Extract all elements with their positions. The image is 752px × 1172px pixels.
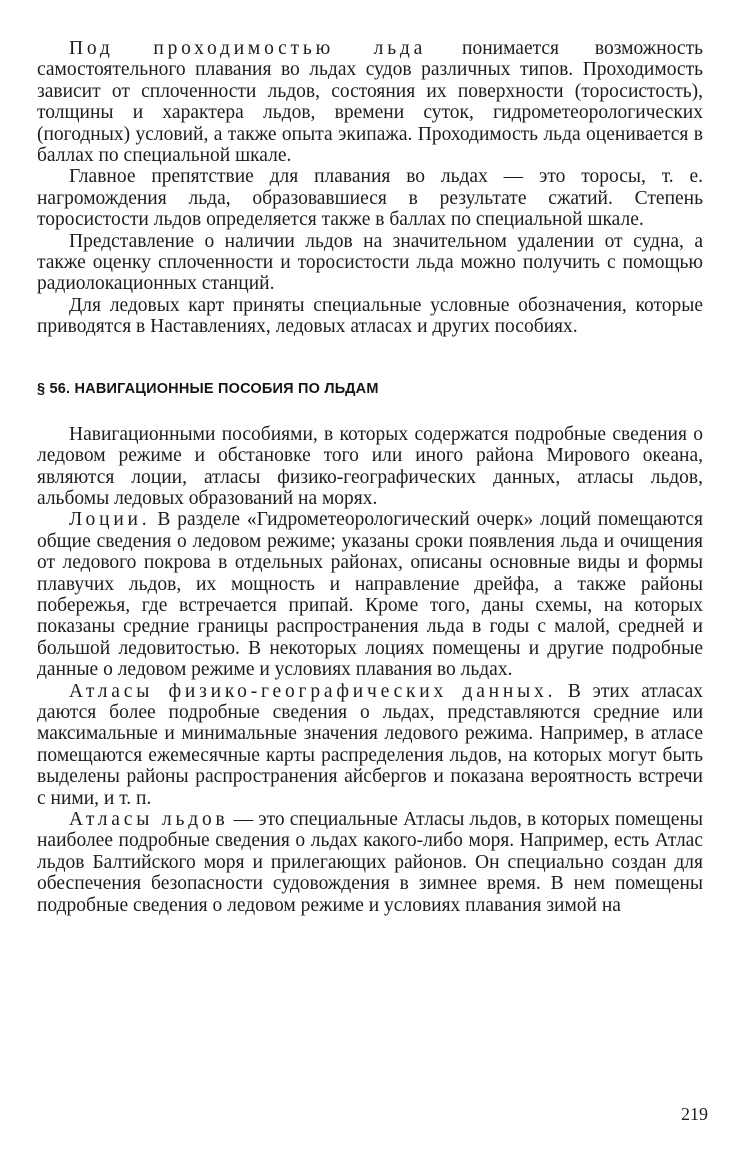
spaced-term: Атласы физико-географических данных. <box>69 680 557 702</box>
paragraph-navigation-aids <box>37 424 703 510</box>
page-number: 219 <box>681 1104 708 1124</box>
paragraph-text: Главное препятствие для плавания во льдах — это торосы, т. е. нагромождения льда, образовавшиеся в результате сжатий. Степень торосистости льдов определяется также в баллах по специальной шкале. <box>37 166 703 231</box>
paragraph-ice-atlases <box>37 809 703 916</box>
paragraph-ice-charts <box>37 295 703 338</box>
paragraph-text: понимается возможность самостоятельного плавания во льдах судов различных типов. Проходимость зависит от сплоченности льдов, состояния их поверхности (торосистость), толщины и характера льдов, времени суток, гидрометеорологических (погодных) условий, а также опыта экипажа. Проходимость льда оценивается в баллах по специальной шкале. <box>37 38 703 167</box>
paragraph-hummocks <box>37 166 703 230</box>
paragraph-text: В разделе «Гидрометеорологический очерк» лоций помещаются общие сведения о ледовом режиме; указаны сроки появления льда и очищения от ледового покрова в отдельных районах, описаны основные виды и формы плавучих льдов, их мощность и направление дрейфа, а также районы побережья, где встречается припай. Кроме того, даны схемы, на которых показаны средние границы распространения льда в годы с малой, средней и большой ледовитостью. В некоторых лоциях помещены и другие подробные данные о ледовом режиме и условиях плавания во льдах. <box>37 509 703 681</box>
paragraph-ice-passability <box>37 38 703 166</box>
paragraph-sailing-directions <box>37 509 703 680</box>
paragraph-text: В этих атласах даются более подробные сведения о льдах, представляются средние или максимальные и минимальные значения ледового режима. Например, в атласе помещаются ежемесячные карты распределения льдов, на которых могут быть выделены районы распространения айсбергов и показана вероятность встречи с ними, и т. п. <box>37 680 703 809</box>
section-spacer <box>37 399 703 424</box>
section-heading: § 56. НАВИГАЦИОННЫЕ ПОСОБИЯ ПО ЛЬДАМ <box>37 380 379 397</box>
page-body <box>37 38 703 916</box>
paragraph-text: Представление о наличии льдов на значительном удалении от судна, а также оценку сплоченности и торосистости льда можно получить с помощью радиолокационных станций. <box>37 230 703 295</box>
paragraph-text: Для ледовых карт приняты специальные условные обозначения, которые приводятся в Наставлениях, ледовых атласах и других пособиях. <box>37 294 703 338</box>
paragraph-text: Навигационными пособиями, в которых содержатся подробные сведения о ледовом режиме и обстановке того или иного района Мирового океана, являются лоции, атласы физико-географических данных, атласы льдов, альбомы ледовых образований на морях. <box>37 423 703 509</box>
spaced-term: Под проходимостью льда <box>69 38 427 59</box>
spaced-term: Лоции. <box>69 509 151 531</box>
spaced-term: Атласы льдов <box>69 809 229 830</box>
paragraph-text: — это специальные Атласы льдов, в которых помещены наиболее подробные сведения о льдах какого-либо моря. Например, есть Атлас льдов Балтийского моря и прилегающих районов. Он специально создан для обеспечения безопасности судовождения в зимнее время. В нем помещены подробные сведения о ледовом режиме и условиях плавания зимой на <box>37 809 703 916</box>
paragraph-radar <box>37 231 703 295</box>
paragraph-physgeo-atlases <box>37 681 703 809</box>
